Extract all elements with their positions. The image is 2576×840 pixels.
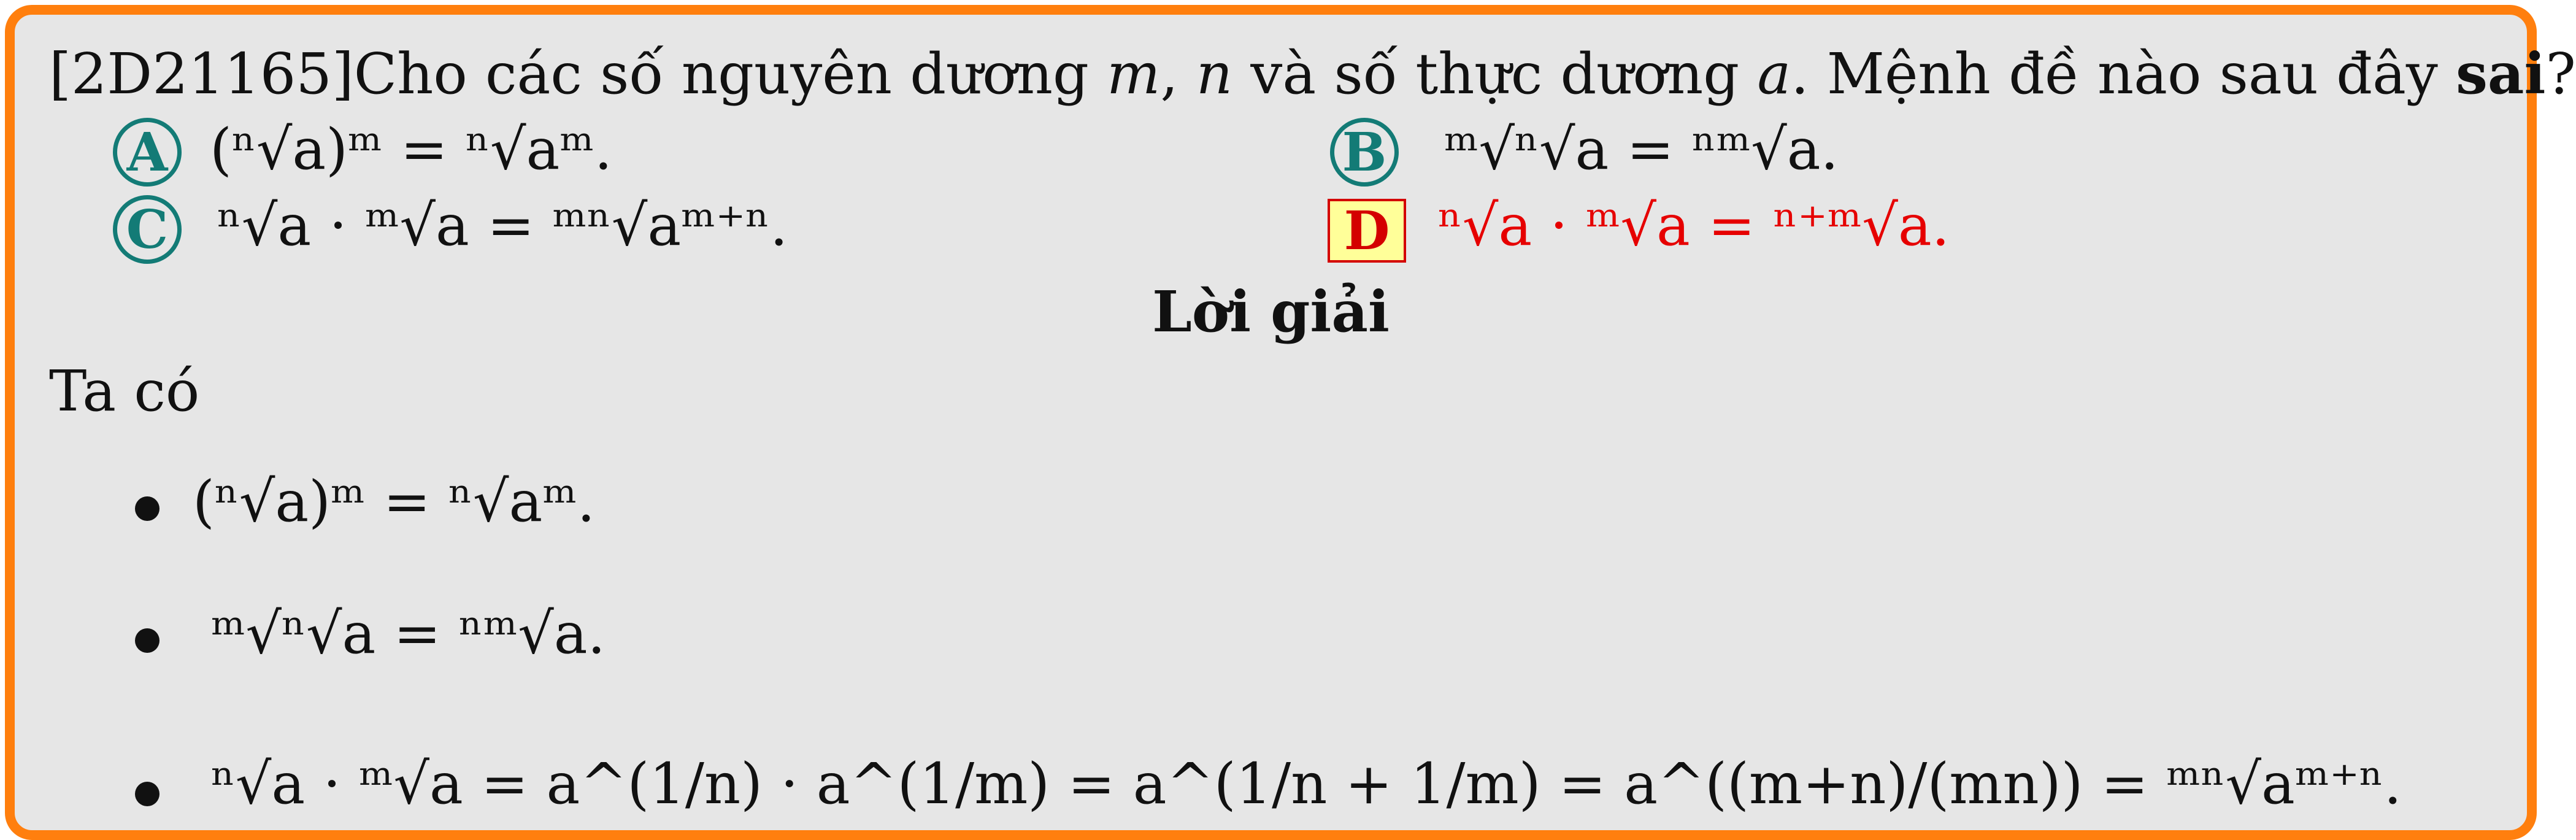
var-a: a [1757, 41, 1791, 107]
option-d-formula[interactable]: ⁿ√a · ᵐ√a = ⁿ⁺ᵐ√a. [1438, 193, 1950, 258]
bullet-3 [135, 782, 160, 806]
solution-item-2: ᵐ√ⁿ√a = ⁿᵐ√a. [211, 601, 606, 666]
option-a-marker[interactable] [113, 118, 182, 187]
question-emphasis: sai [2456, 40, 2546, 107]
question-text-middle: và số thực dương [1232, 41, 1758, 107]
option-b-formula[interactable]: ᵐ√ⁿ√a = ⁿᵐ√a. [1444, 117, 1839, 182]
option-d-marker[interactable] [1328, 199, 1406, 263]
solution-item-3: ⁿ√a · ᵐ√a = a^(1/n) · a^(1/m) = a^(1/n + 1/m) = a^((m+n)/(mn)) = ᵐⁿ√aᵐ⁺ⁿ. [211, 751, 2402, 817]
option-a-formula[interactable]: (ⁿ√a)ᵐ = ⁿ√aᵐ. [210, 117, 612, 182]
question-end: ? [2545, 41, 2576, 107]
option-c-formula[interactable]: ⁿ√a · ᵐ√a = ᵐⁿ√aᵐ⁺ⁿ. [217, 193, 788, 258]
option-a-letter: A [126, 121, 168, 183]
option-b-marker[interactable] [1330, 118, 1399, 187]
solution-item-1: (ⁿ√a)ᵐ = ⁿ√aᵐ. [193, 469, 595, 534]
var-n: n [1196, 41, 1233, 107]
solution-intro: Ta có [49, 358, 200, 424]
question-text-before: Cho các số nguyên dương [353, 41, 1107, 107]
bullet-2 [135, 628, 160, 653]
option-c-marker[interactable] [113, 195, 182, 264]
solution-title: Lời giải [1152, 279, 1390, 345]
question-code: [2D21165] [49, 41, 354, 107]
question-text-after: . Mệnh đề nào sau đây [1791, 41, 2456, 107]
question-card [5, 5, 2576, 840]
comma: , [1160, 41, 1196, 107]
option-d-letter: D [1344, 199, 1390, 262]
question-text [49, 40, 2576, 107]
option-c-letter: C [126, 198, 169, 261]
option-b-letter: B [1342, 121, 1387, 183]
var-m: m [1107, 41, 1161, 107]
bullet-1 [135, 496, 160, 521]
